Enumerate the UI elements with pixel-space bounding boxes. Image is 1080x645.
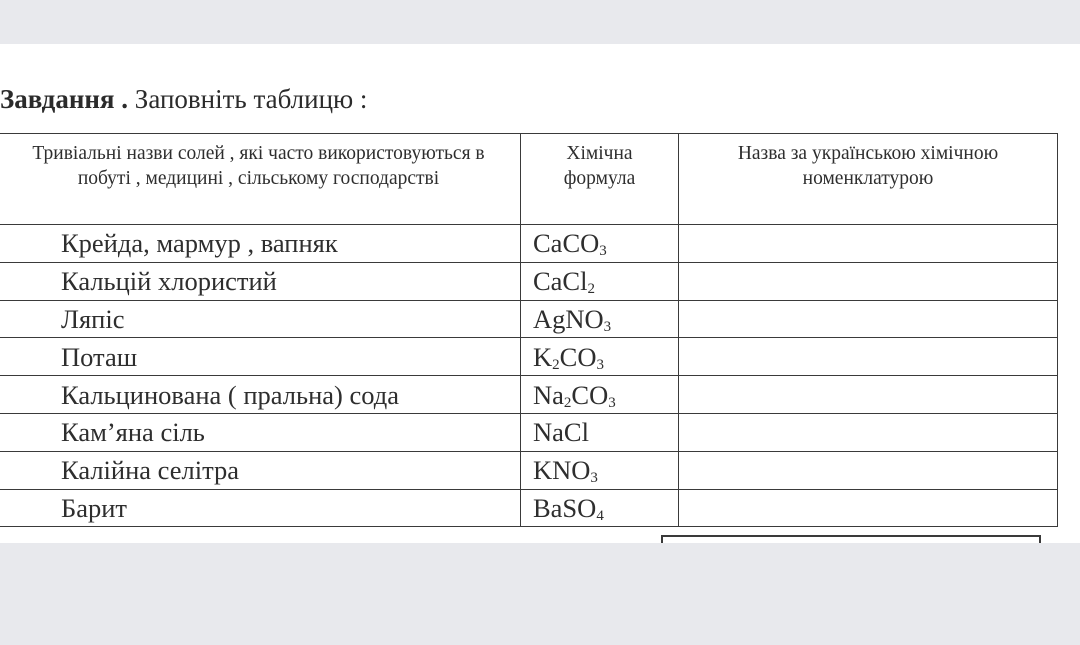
formula-subscript: 3 bbox=[596, 356, 604, 373]
table-row bbox=[0, 376, 1058, 414]
formula-subscript: 3 bbox=[599, 243, 607, 260]
chemical-formula-cell bbox=[521, 338, 679, 376]
table-row bbox=[0, 225, 1058, 263]
chemical-formula-cell bbox=[521, 376, 679, 414]
formula-symbol: CO bbox=[562, 228, 600, 259]
formula-subscript: 2 bbox=[563, 394, 572, 411]
trivial-name-cell: Ляпіс bbox=[0, 300, 521, 338]
formula-symbol: NaCl bbox=[533, 417, 589, 448]
table-tail-line bbox=[662, 535, 1040, 537]
formula-symbol: AgNO bbox=[533, 303, 604, 334]
trivial-name-cell: Кам’яна сіль bbox=[0, 413, 521, 451]
formula-subscript: 3 bbox=[608, 394, 616, 411]
ukrainian-name-answer-cell[interactable] bbox=[679, 376, 1058, 414]
chemical-formula-cell bbox=[521, 300, 679, 338]
task-heading bbox=[0, 84, 367, 115]
chemical-formula-cell bbox=[521, 225, 679, 263]
formula-symbol: CO bbox=[571, 379, 609, 410]
chemical-formula-cell bbox=[521, 413, 679, 451]
trivial-name-cell: Поташ bbox=[0, 338, 521, 376]
formula-subscript: 4 bbox=[596, 507, 604, 524]
task-label: Завдання . bbox=[0, 84, 129, 114]
formula-subscript: 2 bbox=[587, 281, 595, 298]
trivial-name-cell: Крейда, мармур , вапняк bbox=[0, 225, 521, 263]
chemical-formula-cell bbox=[521, 262, 679, 300]
formula-symbol: Na bbox=[533, 379, 564, 410]
formula-subscript: 3 bbox=[590, 470, 598, 487]
ukrainian-name-answer-cell[interactable] bbox=[679, 300, 1058, 338]
header-ukrainian-name: Назва за українською хімічною номенклатурою bbox=[679, 134, 1058, 225]
formula-symbol: Ca bbox=[533, 228, 563, 259]
ukrainian-name-answer-cell[interactable] bbox=[679, 489, 1058, 527]
task-instruction: Заповніть таблицю : bbox=[128, 84, 368, 114]
header-row bbox=[0, 134, 1058, 225]
formula-subscript: 3 bbox=[603, 318, 612, 335]
formula-symbol: KNO bbox=[533, 455, 591, 486]
table-row bbox=[0, 451, 1058, 489]
formula-symbol: CO bbox=[559, 341, 597, 372]
header-chemical-formula: Хімічна формула bbox=[521, 134, 679, 225]
salts-table bbox=[0, 133, 1058, 527]
formula-subscript: 2 bbox=[552, 356, 560, 373]
formula-symbol: K bbox=[533, 341, 553, 372]
ukrainian-name-answer-cell[interactable] bbox=[679, 262, 1058, 300]
table-row bbox=[0, 413, 1058, 451]
table-row bbox=[0, 489, 1058, 527]
table-row bbox=[0, 338, 1058, 376]
worksheet-page bbox=[0, 44, 1080, 543]
chemical-formula-cell bbox=[521, 489, 679, 527]
ukrainian-name-answer-cell[interactable] bbox=[679, 225, 1058, 263]
table-row bbox=[0, 262, 1058, 300]
table-tail-right bbox=[1039, 535, 1041, 543]
ukrainian-name-answer-cell[interactable] bbox=[679, 451, 1058, 489]
ukrainian-name-answer-cell[interactable] bbox=[679, 338, 1058, 376]
formula-symbol: CaCl bbox=[533, 266, 588, 297]
formula-symbol: BaSO bbox=[533, 492, 597, 523]
trivial-name-cell: Кальцій хлористий bbox=[0, 262, 521, 300]
header-trivial-names: Тривіальні назви солей , які часто використовуються в побуті , медицині , сільському господарстві bbox=[0, 134, 521, 225]
trivial-name-cell: Кальцинована ( пральна) сода bbox=[0, 376, 521, 414]
ukrainian-name-answer-cell[interactable] bbox=[679, 413, 1058, 451]
trivial-name-cell: Барит bbox=[0, 489, 521, 527]
trivial-name-cell: Калійна селітра bbox=[0, 451, 521, 489]
table-row bbox=[0, 300, 1058, 338]
chemical-formula-cell bbox=[521, 451, 679, 489]
